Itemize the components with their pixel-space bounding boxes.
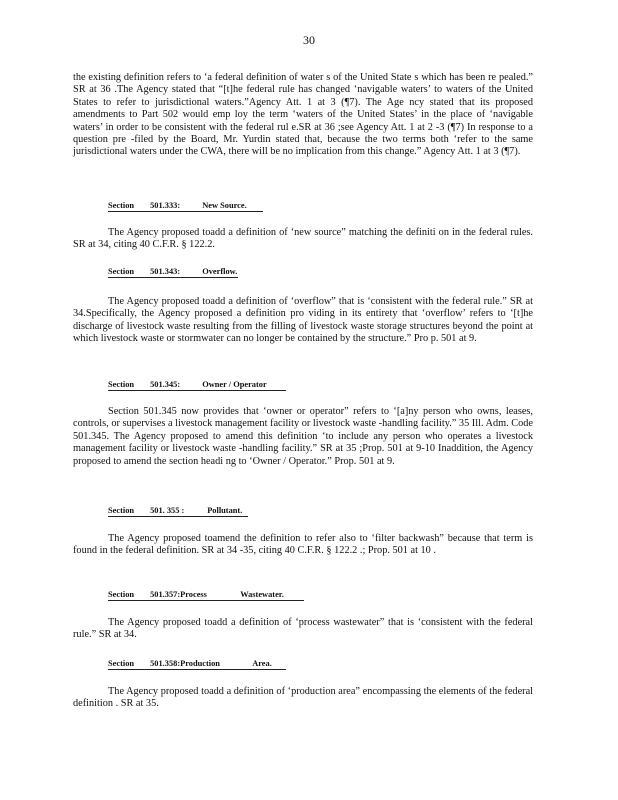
section-title: Owner / Operator	[202, 380, 267, 389]
paragraph-new-source: The Agency proposed toadd a definition of ‘new source” matching the definiti on in the federal rules. SR at 34, citing 40 C.F.R. § 122.2.	[73, 227, 533, 251]
section-label: Section	[108, 659, 135, 668]
section-number: 501. 355 :	[150, 506, 185, 515]
section-heading-pollutant	[108, 506, 248, 517]
section-label: Section	[108, 201, 135, 210]
paragraph-process-wastewater: The Agency proposed toadd a definition of ‘process wastewater” that is ‘consistent with the federal rule.” SR at 34.	[73, 617, 533, 641]
section-heading-process-wastewater	[108, 590, 304, 601]
section-heading-owner-operator	[108, 380, 286, 391]
section-number: 501.357:Process	[150, 590, 207, 599]
page-number: 30	[303, 33, 315, 47]
section-label: Section	[108, 267, 135, 276]
section-heading-overflow	[108, 267, 238, 278]
section-title: Overflow.	[202, 267, 238, 276]
section-heading-production-area	[108, 659, 286, 670]
section-title: Area.	[252, 659, 272, 668]
section-label: Section	[108, 590, 135, 599]
section-number: 501.333:	[150, 201, 181, 210]
section-title: Wastewater.	[240, 590, 284, 599]
section-number: 501.343:	[150, 267, 181, 276]
paragraph-continuation: the existing definition refers to ‘a federal definition of water s of the United State s which has been re pealed.” SR at 36 .The Agency stated that “[t]he federal rule has changed ‘navigable waters’ to waters of the United States to refer to jurisdictional waters.”Agency Att. 1 at 3 (¶7). The Age ncy stated that its proposed amendments to Part 502 would emp loy the term ‘waters of the United States’ in the place of ‘navigable waters’ in order to be consistent with the federal rul e.SR at 36 ;see Agency Att. 1 at 2 -3 (¶7) In response to a question pre -filed by the Board, Mr. Yurdin stated that, because the two terms both ‘refer to the same jurisdictional waters under the CWA, there will be no implication from this change.” Agency Att. 1 at 3 (¶7).	[73, 72, 533, 158]
section-heading-new-source	[108, 201, 263, 212]
intro-paragraph-block	[73, 72, 533, 159]
paragraph-production-area: The Agency proposed toadd a definition of ‘production area” encompassing the elements of the federal definition . SR at 35.	[73, 686, 533, 710]
section-label: Section	[108, 506, 135, 515]
section-number: 501.345:	[150, 380, 181, 389]
section-title: Pollutant.	[207, 506, 243, 515]
paragraph-pollutant: The Agency proposed toamend the definition to refer also to ‘filter backwash” because that term is found in the federal definition. SR at 34 -35, citing 40 C.F.R. § 122.2 .; Prop. 501 at 10 .	[73, 533, 533, 557]
paragraph-owner-operator: Section 501.345 now provides that ‘owner or operator” refers to ‘[a]ny person who owns, leases, controls, or supervises a livestock management facility or livestock waste -handling facility.” 35 Ill. Adm. Code 501.345. The Agency proposed to amend this definition ‘to include any person who operates a livestock management facility or livestock waste -handling facility.” SR at 35 ;Prop. 501 at 9-10 Inaddition, the Agency proposed to amend the section headi ng to ‘Owner / Operator.” Prop. 501 at 9.	[73, 406, 534, 467]
section-title: New Source.	[202, 201, 247, 210]
paragraph-overflow: The Agency proposed toadd a definition of ‘overflow” that is ‘consistent with the federal rule.” SR at 34.Specifically, the Agency proposed a definition pro viding in its entirety that ‘overflow’ refers to ‘[t]he discharge of livestock waste resulting from the filling of livestock waste storage structures beyond the point at which livestock waste or stormwater can no longer be contained by the structure.” Pro p. 501 at 9.	[73, 296, 533, 345]
section-label: Section	[108, 380, 135, 389]
section-number: 501.358:Production	[150, 659, 220, 668]
